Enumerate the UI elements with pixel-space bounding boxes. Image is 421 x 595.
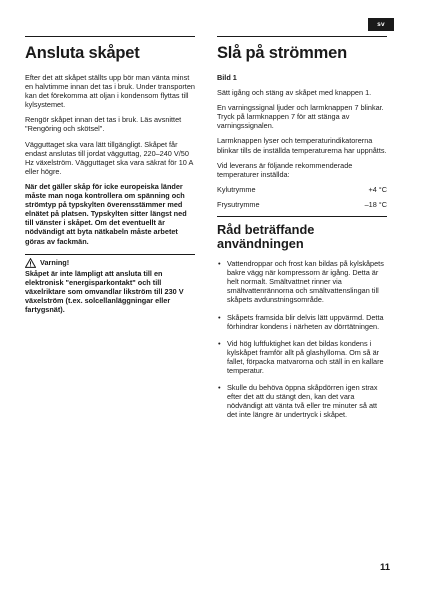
list-item: • Skåpets framsida blir delvis lätt uppvärmd. Detta förhindrar kondens i närheten av dörrtätningen. — [217, 313, 387, 331]
advice-list — [217, 259, 387, 419]
figure-reference: Bild 1 — [217, 73, 237, 82]
temp-value: +4 °C — [368, 184, 387, 194]
paragraph: Vägguttaget ska vara lätt tillgängligt. Skåpet får endast anslutas till jordat vägguttag, 220–240 V/50 Hz växelström. Vägguttaget ska vara säkrat för 10 A eller högre. — [25, 139, 193, 176]
paragraph: Sätt igång och stäng av skåpet med knappen 1. — [217, 88, 372, 98]
power-on-heading: Slå på strömmen — [217, 44, 347, 62]
temp-label: Kylutrymme — [217, 184, 256, 194]
warning-text: Skåpet är inte lämpligt att ansluta till en elektronisk "energisparkontakt" och till växelriktare som omvandlar likström till 230 V växelström (t.ex. solcellanläggningar eller fartygsnät). — [25, 268, 184, 314]
usage-advice-heading: Råd beträffande användningen — [217, 222, 315, 252]
paragraph: En varningssignal ljuder och larmknappen 7 blinkar. Tryck på larmknappen 7 för att stänga av varningssignalen. — [217, 103, 384, 131]
warning-rule — [25, 254, 195, 255]
list-item: • Vid hög luftfuktighet kan det bildas kondens i kylskåpet framför allt på glashyllorna. Om så är fallet, förpacka matvarorna och ställ in en kallare temperatur. — [217, 339, 387, 375]
right-column — [217, 36, 387, 427]
paragraph: Rengör skåpet innan det tas i bruk. Läs avsnittet "Rengöring och skötsel". — [25, 115, 182, 134]
warning-triangle-icon — [25, 258, 36, 268]
connect-heading: Ansluta skåpet — [25, 44, 140, 62]
language-tab: sv — [368, 18, 394, 31]
warning-heading — [25, 258, 195, 268]
subheading-rule — [217, 216, 387, 217]
temp-label: Frysutrymme — [217, 199, 260, 209]
heading-rule — [217, 36, 387, 37]
temp-value: –18 °C — [364, 199, 387, 209]
paragraph: Efter det att skåpet ställts upp bör man vänta minst en halvtimme innan det tas i bruk. Under transporten kan det förekomma att oljan i kondensom flyttas till kylsystemet. — [25, 73, 195, 110]
warning-title: Varning! — [40, 257, 70, 267]
list-item: • Vattendroppar och frost kan bildas på kylskåpets bakre vägg när kompressorn är igång. Detta är helt normalt. Smältvattnet rinner via smältvattenrännorna och smältvattenslingan till skåpets avdunstningsområde. — [217, 259, 387, 304]
page-number: 11 — [380, 562, 391, 573]
temp-row-fridge — [217, 185, 387, 194]
temp-row-freezer — [217, 200, 387, 209]
paragraph-bold: När det gäller skåp för icke europeiska länder måste man noga kontrollera om spänning och strömtyp på typskylten överensstämmer med elnätet på platsen. Typskylten sitter längst ned till vänster i skåpet. Om det eventuellt är nödvändigt att byta nätkabeln måste arbetet göras av fackmän. — [25, 181, 187, 246]
paragraph: Vid leverans är följande rekommenderade temperaturer inställda: — [217, 160, 353, 179]
paragraph: Larmknappen lyser och temperaturindikatorerna blinkar tills de inställda temperaturerna har uppnåtts. — [217, 136, 387, 155]
left-column — [25, 36, 195, 320]
list-item: • Skulle du behöva öppna skåpdörren igen strax efter det att du stängt den, kan det vara nödvändigt att vänta två eller tre minuter så att det inte längre är undertryck i skåpet. — [217, 383, 387, 419]
heading-rule — [25, 36, 195, 37]
